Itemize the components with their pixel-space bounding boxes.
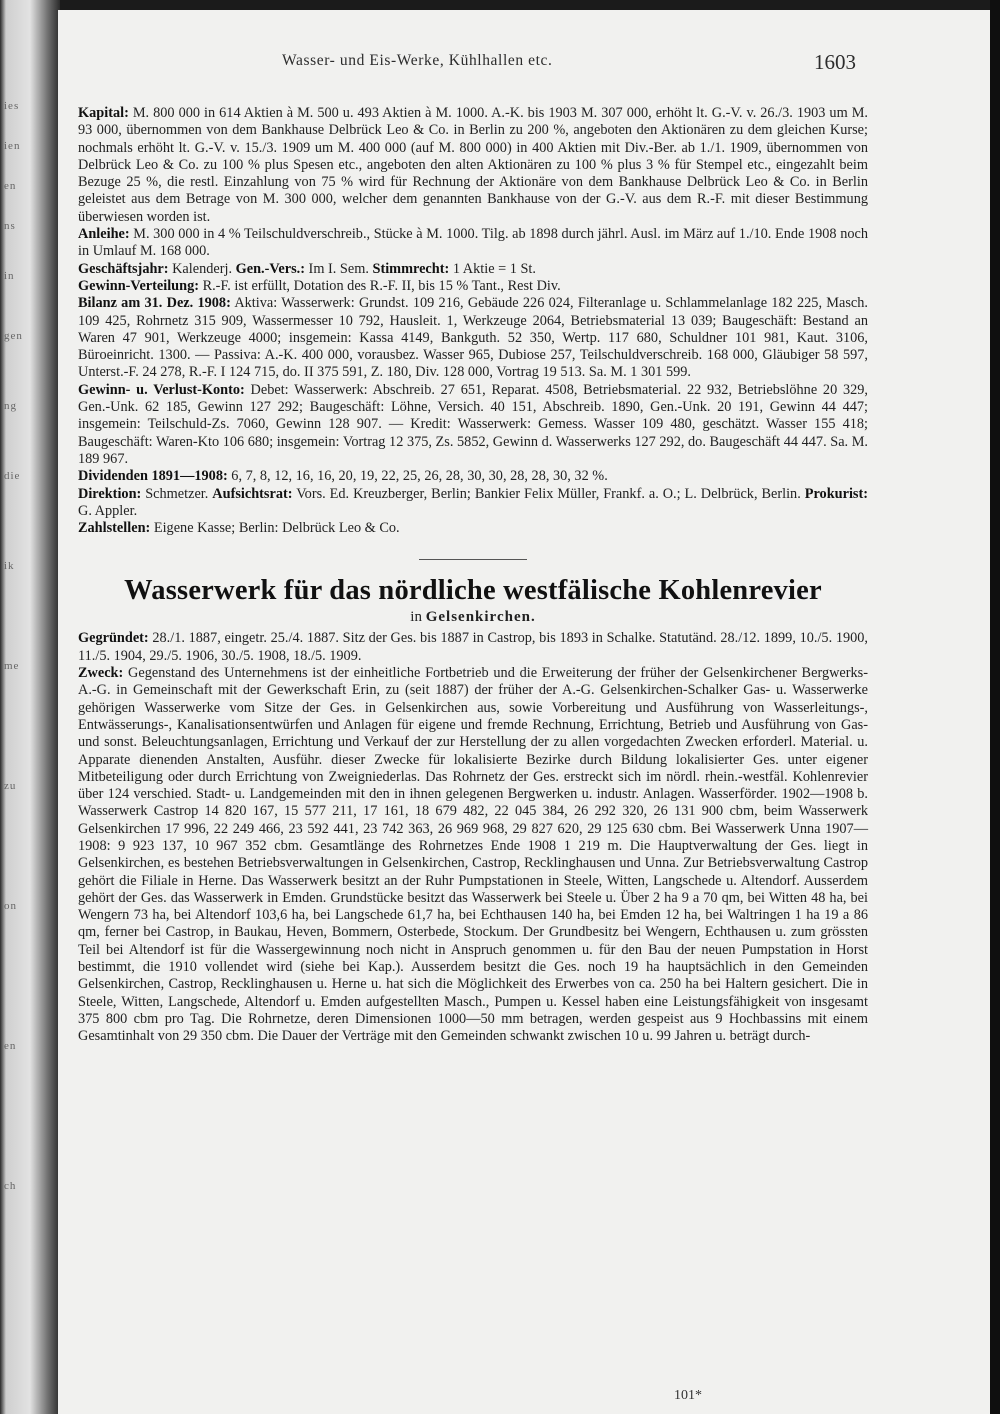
gutter-fragment: in xyxy=(4,270,15,282)
gutter-fragment: en xyxy=(4,180,17,192)
company-location: in Gelsenkirchen. xyxy=(410,609,536,626)
entry-bilanz: Bilanz am 31. Dez. 1908: Aktiva: Wasserwerk: Grundst. 109 216, Gebäude 226 024, Filteranlage u. Schlammelanlage 182 225, Masch. 109 425, Rohrnetz 315 909, Wassermesser 10 792, Hausleit. 1, Werkzeuge 2064, Betriebsmaterial 13 039; Baugeschäft: Bestand an Waren 47 901, Werkzeuge 4000; insgemein: Kassa 4149, Bankguth. 52 350, Wertp. 117 680, Schuldner 101 981, Kaut. 3106, Büroeinricht. 1300. — Passiva: A.-K. 400 000, vorausbez. Wasser 965, Dubiose 257, Teilschuldverschreib. 168 000, Gläubiger 58 597, Unterst.-F. 24 278, R.-F. I 124 715, do. II 375 591, Z. 180, Div. 128 000, Vortrag 19 513. Sa. M. 1 301 599. xyxy=(78,295,868,381)
scan-edge xyxy=(990,0,1000,1414)
gutter-fragment: me xyxy=(4,660,20,672)
running-head xyxy=(58,50,990,74)
entry-dividenden: Dividenden 1891—1908: 6, 7, 8, 12, 16, 16, 20, 19, 22, 25, 26, 28, 30, 30, 28, 28, 30, 32 %. xyxy=(78,468,608,485)
gutter-fragment: ch xyxy=(4,1180,17,1192)
gutter-fragment: ien xyxy=(4,140,21,152)
entry-gegruendet: Gegründet: 28./1. 1887, eingetr. 25./4. 1887. Sitz der Ges. bis 1887 in Castrop, bis 1893 in Schalke. Statutänd. 28./12. 1899, 10./5. 1900, 11./5. 1904, 29./5. 1906, 30./5. 1908, 18./5. 1909. xyxy=(78,630,868,664)
entry-zweck: Zweck: Gegenstand des Unternehmens ist der einheitliche Fortbetrieb und die Erweiterung der früher der Gelsenkirchener Bergwerks-A.-G. in Gemeinschaft mit der Gewerkschaft Erin, zu (seit 1887) der früher der A.-G. Gelsenkirchen-Schalker Gas- u. Wasserwerke gehörigen Wasserwerke vom Sitze der Ges. in Gelsenkirchen aus, sowie Vorbereitung und Ausführung von Wasserleitungs-, Entwässerungs-, Kanalisationsentwürfen und Anlagen für eigene und fremde Rechnung, Errichtung, Betrieb und Ausführung von Gas- und sonst. Beleuchtungsanlagen, Errichtung und Verkauf der zur Herstellung der zu allen vorgedachten Zwecken erforderl. Material. u. Apparate dienenden Anstalten, Ausführ. dieser Zwecke für lokalisierte Bezirke durch Bildung lokalisierter Ges. unter eigener Mitbeteiligung oder durch Errichtung von Zweigniederlas. Das Rohrnetz der Ges. erstreckt sich im nördl. rhein.-westfäl. Kohlenrevier über 124 verschied. Stadt- u. Landgemeinden mit den in ihnen gelegenen Bergwerken u. industr. Anlagen. Wasserförder. 1902—1908 b. Wasserwerk Castrop 14 820 167, 15 577 211, 17 161, 18 679 482, 22 045 384, 26 292 320, 26 131 900 cbm, beim Wasserwerk Gelsenkirchen 17 996, 22 249 466, 23 592 441, 23 742 363, 26 969 968, 29 827 620, 29 125 630 cbm. Bei Wasserwerk Unna 1907—1908: 9 923 137, 10 967 352 cbm. Gesamtlänge des Rohrnetzes Ende 1908 1 219 m. Die Hauptverwaltung der Ges. liegt in Gelsenkirchen, es bestehen Betriebsverwaltungen in Gelsenkirchen, Castrop, Recklinghausen und Unna. Zur Betriebsverwaltung Castrop gehört die Filiale in Herne. Das Wasserwerk besitzt an der Ruhr Pumpstationen in Steele, Witten, Langschede u. Altendorf. Ausserdem gehört der Ges. das Wasserwerk in Emden. Grundstücke besitzt das Wasserwerk bei Steele u. Über 2 ha 9 a 70 qm, bei Witten 48 ha, bei Wengern 73 ha, bei Altendorf 103,6 ha, bei Langschede 61,7 ha, bei Echthausen 140 ha, bei Emden 12 ha, bei Waltringen 1 ha 19 a 86 qm, ferner bei Castrop, in Baukau, Heven, Bommern, Osterbede, Stockum. Der Grundbesitz bei Wengern, Echthausen u. zum grössten Teil bei Altendorf ist für die Wassergewinnung noch nicht in Anspruch genommen u. für den Bau der neuen Pumpstation in Horst bestimmt, die 1910 vollendet wird (siehe bei Kap.). Ausserdem besitzt die Ges. noch 19 ha hauptsächlich in den Gemeinden Gelsenkirchen, Castrop, Recklinghausen u. Herne u. hat sich die Möglichkeit des Erwerbes von ca. 250 ha bei Haltern gesichert. Die in Steele, Witten, Langschede, Altendorf u. Emden aufgestellten Masch., Pumpen u. Kessel haben eine Leistungsfähigkeit von insgesamt 375 800 cbm pro Tag. Die Rohrnetze, deren Dimensionen 1000—50 mm betragen, werden gespeist aus 9 Hochbassins mit einem Gesamtinhalt von 29 350 cbm. Die Dauer der Verträge mit den Gemeinden schwankt zwischen 10 u. 99 Jahren u. beträgt durch- xyxy=(78,665,868,1045)
gutter-fragment: ik xyxy=(4,560,15,572)
gutter-fragment: die xyxy=(4,470,21,482)
page-number: 1603 xyxy=(814,50,856,74)
entry-direktion: Direktion: Schmetzer. Aufsichtsrat: Vors. Ed. Kreuzberger, Berlin; Bankier Felix Müller, Frankf. a. O.; L. Delbrück, Berlin. Prokurist: G. Appler. xyxy=(78,485,869,519)
gutter-fragment: gen xyxy=(4,330,23,342)
entry-geschaeftsjahr: Geschäftsjahr: Kalenderj. Gen.-Vers.: Im I. Sem. Stimmrecht: 1 Aktie = 1 St. xyxy=(78,260,536,277)
gutter-fragment: ies xyxy=(4,100,20,112)
entry-gewinn-verlust-konto: Gewinn- u. Verlust-Konto: Debet: Wasserwerk: Abschreib. 27 651, Reparat. 4508, Betriebsmaterial. 22 932, Betriebslöhne 20 329, Gen.-Unk. 62 185, Gewinn 127 292; Baugeschäft: Löhne, Versich. 40 151, Abschreib. 1890, Gen.-Unk. 20 191, Gewinn 44 447; insgemein: Teilschuld-Zs. 7060, Gewinn 128 907. — Kredit: Wasserwerk: Gemess. Wasser 109 480, geschätzt. Wasser 155 418; Baugeschäft: Waren-Kto 106 680; insgemein: Vortrag 12 375, Zs. 5852, Gewinn d. Wasserwerks 127 292, do. Baugeschäft 44 447. Sa. M. 189 967. xyxy=(78,381,868,467)
section-divider xyxy=(419,559,527,560)
book-page xyxy=(58,10,990,1414)
printer-signature: 101* xyxy=(674,1388,702,1403)
gutter-fragment: on xyxy=(4,900,17,912)
gutter-fragment: ng xyxy=(4,400,17,412)
gutter-fragment: ns xyxy=(4,220,16,232)
entry-anleihe: Anleihe: M. 300 000 in 4 % Teilschuldverschreib., Stücke à M. 1000. Tilg. ab 1898 durch jährl. Ausl. im März auf 1./10. Ende 1908 noch in Umlauf M. 168 000. xyxy=(78,226,868,260)
gutter-fragment: zu xyxy=(4,780,17,792)
company-heading: Wasserwerk für das nördliche westfälische Kohlenrevier xyxy=(124,575,822,607)
entry-gewinn-verteilung: Gewinn-Verteilung: R.-F. ist erfüllt, Dotation des R.-F. II, bis 15 % Tant., Rest Div. xyxy=(78,277,561,294)
left-gutter-binding xyxy=(0,0,60,1414)
page-content xyxy=(78,105,868,1046)
running-head-title: Wasser- und Eis-Werke, Kühlhallen etc. xyxy=(282,52,553,69)
entry-zahlstellen: Zahlstellen: Eigene Kasse; Berlin: Delbrück Leo & Co. xyxy=(78,520,400,537)
entry-kapital: Kapital: M. 800 000 in 614 Aktien à M. 500 u. 493 Aktien à M. 1000. A.-K. bis 1903 M. 307 000, erhöht lt. G.-V. v. 26./3. 1903 um M. 93 000, übernommen von dem Bankhause Delbrück Leo & Co. in Berlin zu 200 %, angeboten den Aktionären zu dem gleichen Kurse; nochmals erhöht lt. G.-V. v. 15./3. 1909 um M. 400 000 (auf M. 800 000) in 400 Aktien mit Div.-Ber. ab 1./1. 1909, übernommen von Delbrück Leo & Co. zu 100 % plus Spesen etc., angeboten den alten Aktionären zu 100 % plus 3 % für Stempel etc., eingezahlt beim Bezuge 25 %, die restl. Einzahlung von 75 % wird für Rechnung der Aktionäre von dem Bankhause Delbrück Leo & Co. in Berlin geleistet aus dem Betrage von M. 300 000, welcher dem genannten Bankhause von der G.-V. aus dem R.-F. mit dieser Bestimmung überwiesen worden ist. xyxy=(78,105,868,225)
gutter-fragment: en xyxy=(4,1040,17,1052)
